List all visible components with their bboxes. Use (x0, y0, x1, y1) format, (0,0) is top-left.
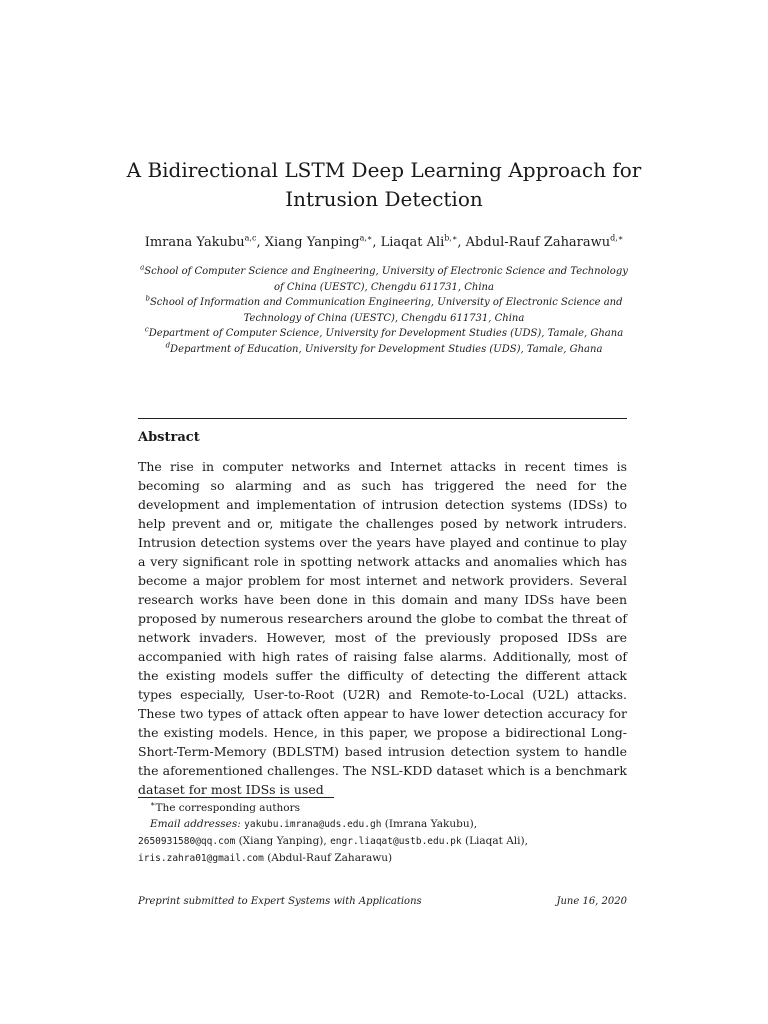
email-label: Email addresses: (150, 818, 241, 830)
footer-date: June 16, 2020 (556, 896, 627, 907)
footnote-corresponding: ∗The corresponding authors (150, 799, 301, 814)
author-affil-mark: a,c (244, 233, 257, 243)
email-address[interactable]: 2650931580@qq.com (138, 836, 236, 847)
affiliation: $^b$School of Information and Communication Engineering, University of Electronic Science and Technology of China (UESTC), Chengdu 611731, China (145, 294, 623, 324)
title-line-2: Intrusion Detection (285, 187, 483, 211)
affiliation: $^c$Department of Computer Science, University for Development Studies (UDS), Tamale, Ghana (144, 325, 624, 339)
title-line-1: A Bidirectional LSTM Deep Learning Approach for (126, 158, 642, 182)
author: Abdul-Rauf Zaharawu$^{d,∗}$ (465, 233, 624, 250)
footnote-rule (138, 797, 334, 798)
footnote-emails (138, 816, 627, 833)
abstract-text: The rise in computer networks and Internet attacks in recent times is becoming so alarming and as such has triggered the need for the development and implementation of intrusion detection systems (IDSs) to help prevent and or, mitigate the challenges posed by network intruders. Intrusion detection systems over the years have played and continue to play a very significant role in spotting network attacks and anomalies which has become a major problem for most internet and network providers. Several research works have been done in this domain and many IDSs have been proposed by numerous researchers around the globe to combat the threat of network invaders. However, most of the previously proposed IDSs are accompanied with high rates of raising false alarms. Additionally, most of the existing models suffer the difficulty of detecting the different attack types especially, User-to-Root (U2R) and Remote-to-Local (U2L) attacks. These two types of attack often appear to have lower detection accuracy for the existing models. Hence, in this paper, we propose a bidirectional Long-Short-Term-Memory (BDLSTM) based intrusion detection system to handle the aforementioned challenges. The NSL-KDD dataset which is a benchmark dataset for most IDSs is used (138, 459, 627, 797)
author-affil-mark: b,∗ (444, 233, 458, 243)
abstract-heading: Abstract (138, 430, 200, 445)
author-affil-mark: a,∗ (359, 233, 373, 243)
paper-title (100, 156, 668, 214)
affiliation: $^d$Department of Education, University for Development Studies (UDS), Tamale, Ghana (165, 341, 603, 355)
email-owner: (Imrana Yakubu), (384, 818, 478, 830)
author: Liaqat Ali$^{b,∗}$, (380, 233, 466, 250)
footer-venue: Preprint submitted to Expert Systems with Applications (138, 896, 422, 907)
email-owner: (Liaqat Ali), (464, 835, 528, 847)
email-owner: (Xiang Yanping), (238, 835, 327, 847)
abstract-top-rule (138, 418, 627, 419)
email-address[interactable]: yakubu.imrana@uds.edu.gh (244, 819, 382, 830)
affiliation-list (138, 264, 630, 357)
affiliation: $^a$School of Computer Science and Engineering, University of Electronic Science and Technology of China (UESTC), Chengdu 611731, China (140, 263, 628, 293)
footnote-emails-cont (138, 850, 627, 867)
author-affil-mark: d,∗ (610, 233, 624, 243)
author: Xiang Yanping$^{a,∗}$, (264, 233, 381, 250)
email-address[interactable]: engr.liaqat@ustb.edu.pk (330, 836, 462, 847)
email-owner: (Abdul-Rauf Zaharawu) (267, 852, 393, 864)
footnote-emails-cont (138, 833, 627, 850)
author-list (100, 234, 668, 252)
author: Imrana Yakubu$^{a,c}$, (144, 233, 265, 250)
email-address[interactable]: iris.zahra01@gmail.com (138, 853, 264, 864)
footnotes (138, 800, 627, 867)
